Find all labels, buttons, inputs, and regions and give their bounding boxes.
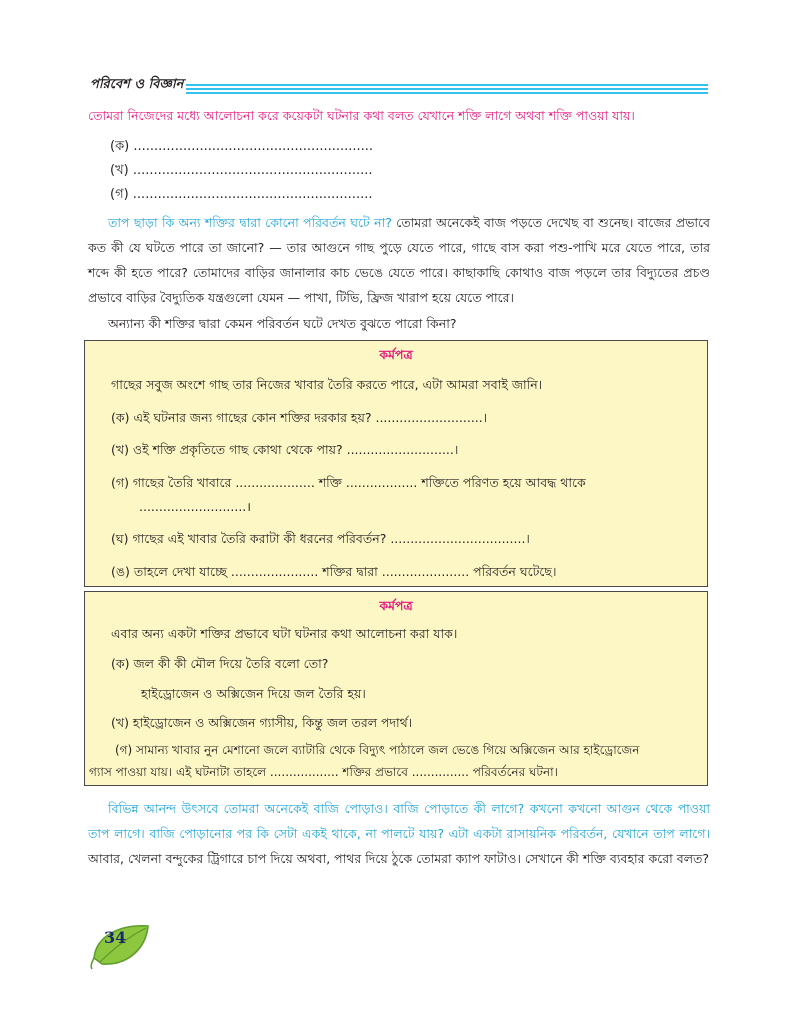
question-other-energy: অন্যান্য কী শক্তির দ্বারা কেমন পরিবর্তন ঘটে দেখত বুঝতে পারো কিনা? <box>108 316 457 331</box>
answer-blank-ga: (গ) .......................................................... <box>110 187 373 202</box>
page-number: 34 <box>104 928 127 947</box>
worksheet-intro: গাছের সবুজ অংশে গাছ তার নিজের খাবার তৈরি করতে পারে, এটা আমরা সবাই জানি। <box>111 377 543 392</box>
worksheet-title: কর্মপত্র <box>379 347 413 362</box>
paragraph-fireworks-body: আবার, খেলনা বন্দুকের ট্রিগারে চাপ দিয়ে অথবা, পাথর দিয়ে ঠুকে তোমরা ক্যাপ ফাটাও। সেখানে কী শক্তি ব্যবহার করো বলত? <box>88 851 710 866</box>
paragraph-fireworks-highlight: বিভিন্ন আনন্দ উৎসবে তোমরা অনেকেই বাজি পোড়াও। বাজি পোড়াতে কী লাগে? কখনো কখনো আগুন থেকে পাওয়া তাপ লাগে। বাজি পোড়ানোর পর কি সেটা একই থাকে, না পালটে যায়? এটা একটা রাসায়নিক পরিবর্তন, যেখানে তাপ লাগে। <box>88 801 710 841</box>
worksheet-item-ga-continued: ...........................। <box>139 499 252 514</box>
worksheet-item-ka: (ক) জল কী কী মৌল দিয়ে তৈরি বলো তো? <box>111 656 329 671</box>
worksheet-item-ka: (ক) এই ঘটনার জন্য গাছের কোন শক্তির দরকার হয়? ...........................। <box>111 410 488 425</box>
answer-blank-kha: (খ) .......................................................... <box>110 163 373 178</box>
worksheet-item-kha: (খ) হাইড্রোজেন ও অক্সিজেন গ্যাসীয়, কিন্তু জল তরল পদার্থ। <box>111 715 413 730</box>
worksheet-item-ga: (গ) গাছের তৈরি খাবারে .................... শক্তি .................. শক্তিতে পরিণত হয়ে আবদ্ধ থাকে <box>111 475 586 490</box>
worksheet-item-uma: (ঙ) তাহলে দেখা যাচ্ছে ...................... শক্তির দ্বারা ...................... পরিবর্তন ঘটেছে। <box>111 564 557 579</box>
worksheet-photosynthesis <box>84 340 708 587</box>
worksheet-electrolysis <box>84 591 708 786</box>
worksheet-item-ga-continued: গ্যাস পাওয়া যায়। এই ঘটনাটা তাহলে .................. শক্তির প্রভাবে ............... পরিবর্তনের ঘটনা। <box>89 765 558 779</box>
paragraph-lightning-body: তোমরা অনেকেই বাজ পড়তে দেখেছ বা শুনেছ। বাজের প্রভাবে কত কী যে ঘটতে পারে তা জানো? — তার আগুনে গাছ পুড়ে যেতে পারে, গাছে বাস করা পশু-পাখি মরে যেতে পারে, তার শব্দে কী হতে পারে? তোমাদের বাড়ির জানালার কাচ ভেঙে যেতে পারে। কাছাকাছি কোথাও বাজ পড়লে তার বিদ্যুতের প্রচণ্ড প্রভাবে বাড়ির বৈদ্যুতিক যন্ত্রগুলো যেমন — পাখা, টিভি, ফ্রিজ খারাপ হয়ে যেতে পারে। <box>88 215 710 305</box>
page-number-badge <box>90 918 154 974</box>
worksheet-title: কর্মপত্র <box>379 598 413 613</box>
section-title: পরিবেশ ও বিজ্ঞান <box>90 77 184 92</box>
prompt-question: তোমরা নিজেদের মধ্যে আলোচনা করে কয়েকটা ঘটনার কথা বলত যেখানে শক্তি লাগে অথবা শক্তি পাওয়া যায়। <box>88 108 635 123</box>
answer-blank-ka: (ক) .......................................................... <box>110 139 374 154</box>
paragraph-lightning-highlight: তাপ ছাড়া কি অন্য শক্তির দ্বারা কোনো পরিবর্তন ঘটে না? <box>108 215 392 230</box>
worksheet-answer-ka: হাইড্রোজেন ও অক্সিজেন দিয়ে জল তৈরি হয়। <box>141 686 366 701</box>
worksheet-item-gha: (ঘ) গাছের এই খাবার তৈরি করাটা কী ধরনের পরিবর্তন? ..................................। <box>111 531 530 546</box>
worksheet-item-kha: (খ) ওই শক্তি প্রকৃতিতে গাছ কোথা থেকে পায়? ...........................। <box>111 442 459 457</box>
worksheet-intro: এবার অন্য একটা শক্তির প্রভাবে ঘটা ঘটনার কথা আলোচনা করা যাক। <box>111 626 458 641</box>
header-rule <box>186 84 708 94</box>
paragraph-fireworks <box>88 796 710 871</box>
worksheet-item-ga: (গ) সামান্য খাবার নুন মেশানো জলে ব্যাটারি থেকে বিদ্যুৎ পাঠালে জল ভেঙে গিয়ে অক্সিজেন আর হাইড্রোজেন <box>115 743 640 757</box>
paragraph-lightning <box>88 210 710 310</box>
